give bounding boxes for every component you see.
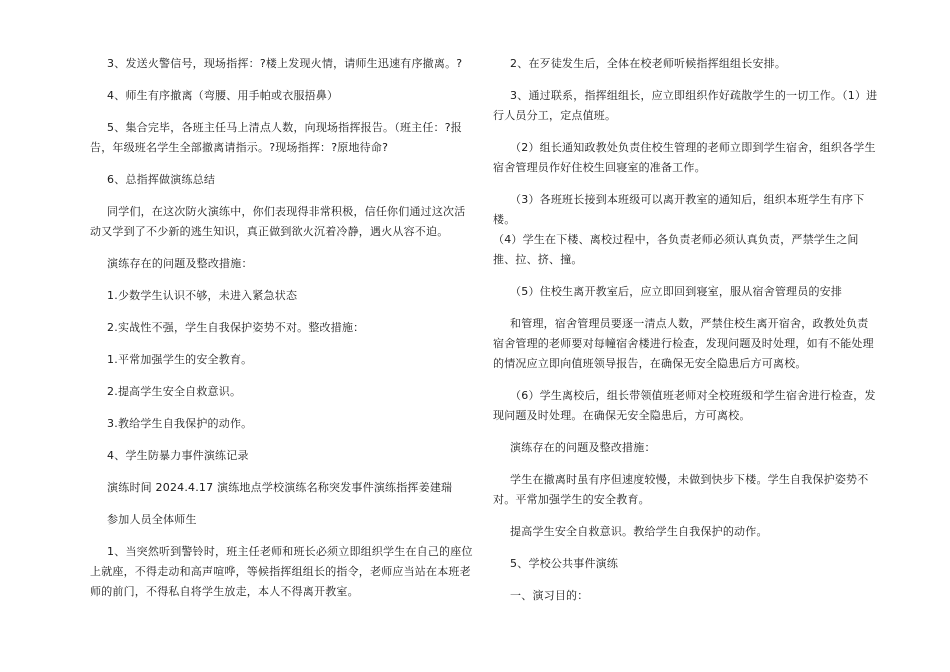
paragraph: 2、在歹徒发生后，全体在校老师听候指挥组组长安排。 xyxy=(510,57,787,70)
participants: 参加人员全体师生 xyxy=(107,513,197,526)
paragraph: （6）学生离校后，组长带领值班老师对全校班级和学生宿舍进行检查，发现问题及时处理。在确保无安全隐患后，方可离校。 xyxy=(493,389,876,422)
paragraph: 演练存在的问题及整改措施： xyxy=(107,257,253,270)
paragraph: （5）住校生离开教室后，应立即回到寝室，服从宿舍管理员的安排 xyxy=(510,285,843,298)
list-item: 3.教给学生自我保护的动作。 xyxy=(107,417,253,430)
paragraph: 提高学生安全自救意识。教给学生自我保护的动作。 xyxy=(510,525,768,538)
paragraph: （3）各班班长接到本班级可以离开教室的通知后，组织本班学生有序下楼。 xyxy=(493,193,865,226)
paragraph: 学生在撤离时虽有序但速度较慢，未做到快步下楼。学生自我保护姿势不对。平常加强学生的安全教育。 xyxy=(493,473,869,506)
list-item: 2.实战性不强，学生自我保护姿势不对。整改措施： xyxy=(107,321,365,334)
section-heading: 4、学生防暴力事件演练记录 xyxy=(107,449,249,462)
paragraph: 3、通过联系，指挥组组长，应立即组织作好疏散学生的一切工作。（1）进行人员分工，定点值班。 xyxy=(493,89,878,122)
paragraph: 4、师生有序撤离（弯腰、用手帕或衣服捂鼻） xyxy=(107,89,339,102)
paragraph: 3、发送火警信号，现场指挥：?楼上发现火情，请师生迅速有序撤离。? xyxy=(107,57,463,70)
paragraph: 和管理，宿舍管理员要逐一清点人数，严禁住校生离开宿舍，政教处负责宿舍管理的老师要对每幢宿舍楼进行检查，发现问题及时处理，如有不能处理的情况应立即向值班领导报告，在确保无安全隐患后方可离校。 xyxy=(493,317,874,370)
drill-info: 演练时间 2024.4.17 演练地点学校演练名称突发事件演练指挥姜建瑞 xyxy=(107,481,453,494)
right-column xyxy=(493,54,878,606)
paragraph: 1、当突然听到警铃时，班主任老师和班长必须立即组织学生在自己的座位上就座，不得走动和高声喧哗，等候指挥组组长的指令，老师应当站在本班老师的前门，不得私自将学生放走，本人不得离开教室。 xyxy=(90,545,473,598)
section-heading: 6、总指挥做演练总结 xyxy=(107,173,216,186)
list-item: 1.平常加强学生的安全教育。 xyxy=(107,353,253,366)
paragraph: （4）学生在下楼、离校过程中，各负责老师必须认真负责，严禁学生之间推、拉、挤、撞。 xyxy=(493,233,859,266)
paragraph: 同学们，在这次防火演练中，你们表现得非常积极，信任你们通过这次活动又学到了不少新的逃生知识，真正做到欲火沉着冷静，遇火从容不迫。 xyxy=(90,205,466,238)
list-item: 1.少数学生认识不够，未进入紧急状态 xyxy=(107,289,298,302)
paragraph: 5、集合完毕，各班主任马上清点人数，向现场指挥报告。（班主任：?报告，年级班名学生全部撤离请指示。?现场指挥：?原地待命? xyxy=(90,121,462,154)
list-item: 2.提高学生安全自救意识。 xyxy=(107,385,242,398)
paragraph: 演练存在的问题及整改措施： xyxy=(510,441,656,454)
paragraph: （2）组长通知政教处负责住校生管理的老师立即到学生宿舍，组织各学生宿舍管理员作好住校生回寝室的准备工作。 xyxy=(493,141,876,174)
left-column xyxy=(90,54,476,602)
paragraph: 一、演习目的： xyxy=(510,589,589,602)
section-heading: 5、学校公共事件演练 xyxy=(510,557,619,570)
